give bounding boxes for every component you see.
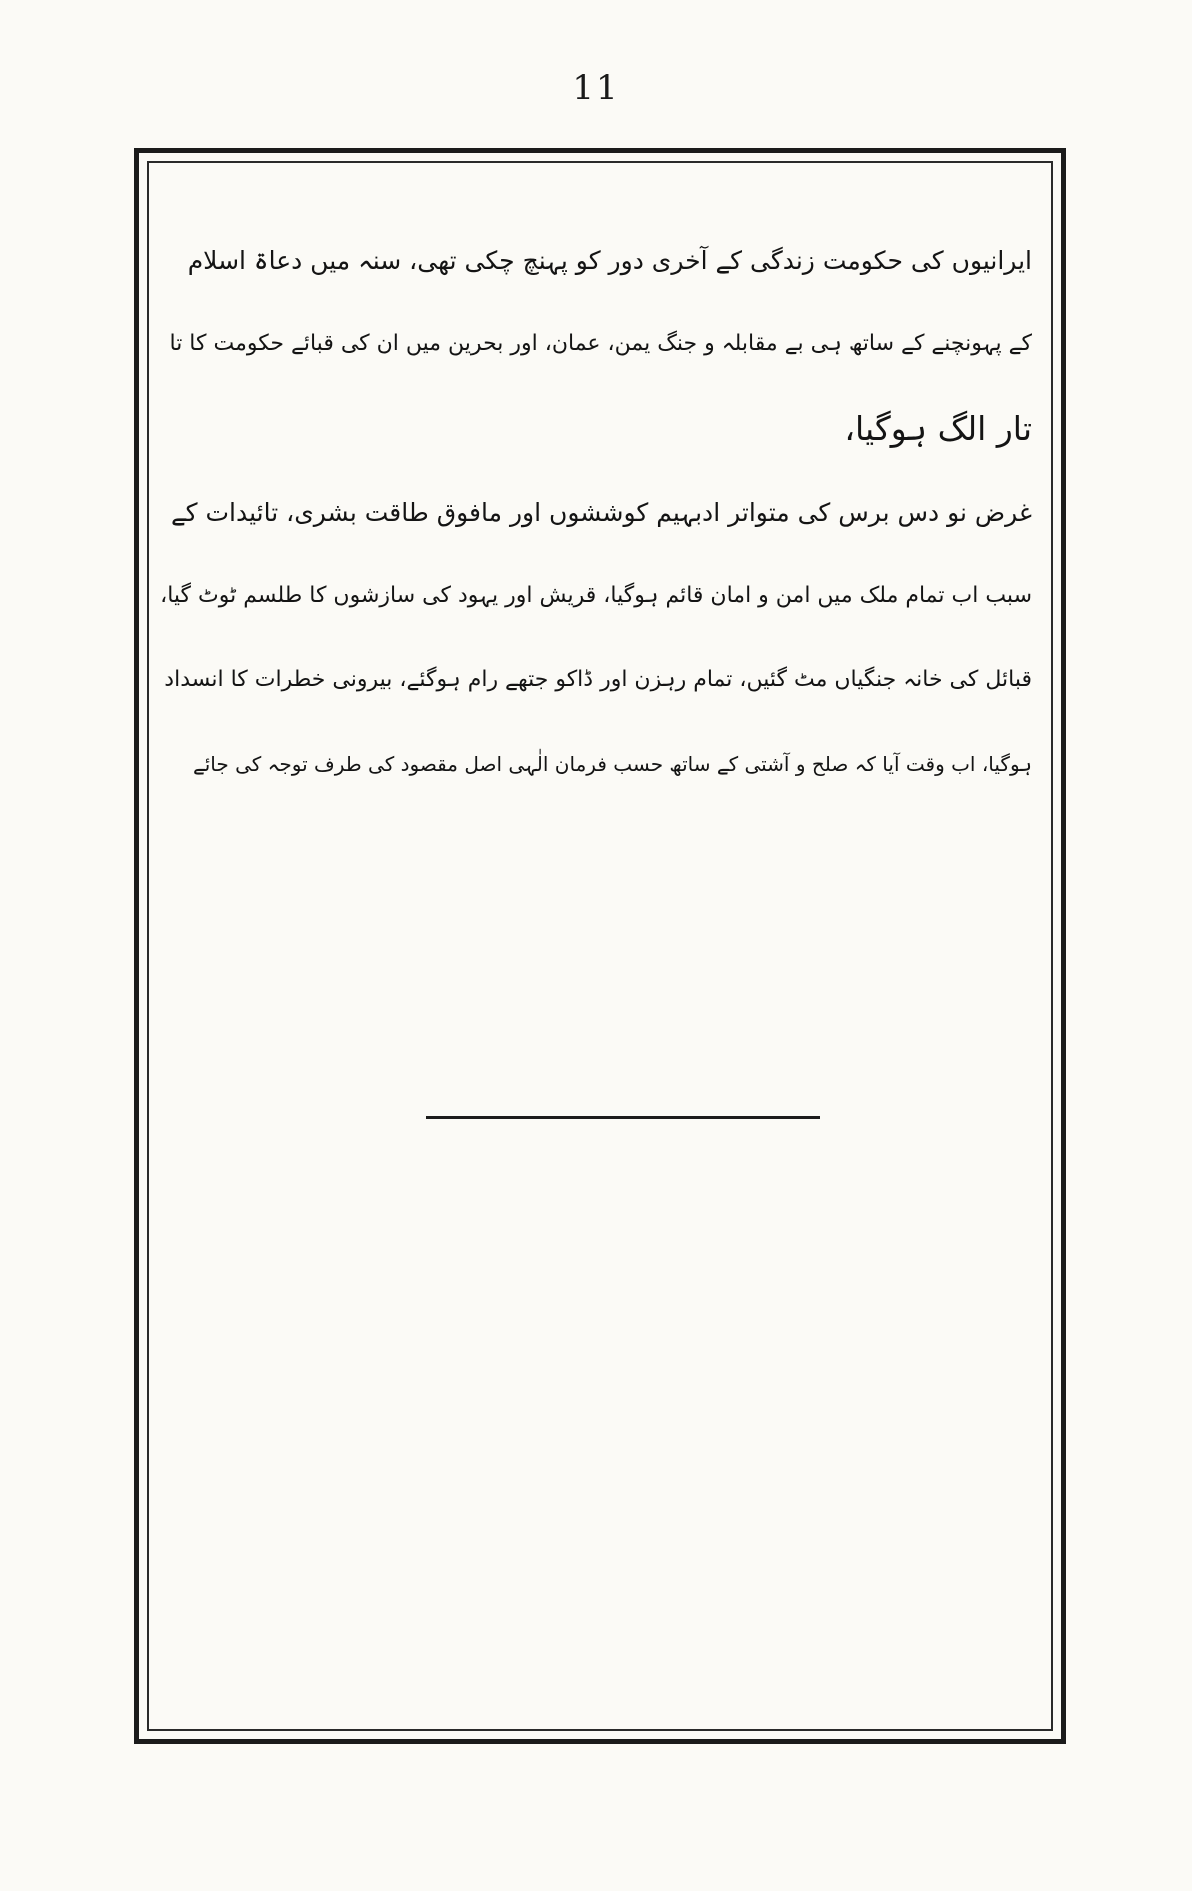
text-line: تار الگ ہوگیا، <box>844 408 1032 448</box>
text-line: غرض نو دس برس کی متواتر ادبہیم کوششوں اور مافوق طاقت بشری، تائیدات کے <box>171 497 1032 527</box>
text-line: ایرانیوں کی حکومت زندگی کے آخری دور کو پہنچ چکی تھی، سنہ میں دعاۃ اسلام <box>187 245 1032 275</box>
page-number: 11 <box>572 68 620 108</box>
text-line: کے پہونچنے کے ساتھ ہی بے مقابلہ و جنگ یمن، عمان، اور بحرین میں ان کی قبائے حکومت کا تا <box>169 331 1032 356</box>
text-line: قبائل کی خانہ جنگیاں مٹ گئیں، تمام رہزن اور ڈاکو جتھے رام ہوگئے، بیرونی خطرات کا انسداد <box>164 667 1032 692</box>
body-text <box>160 218 1032 806</box>
section-end-rule <box>426 1116 820 1119</box>
text-line: ہوگیا، اب وقت آیا کہ صلح و آشتی کے ساتھ حسب فرمان الٰہی اصل مقصود کی طرف توجہ کی جائے <box>193 752 1032 776</box>
text-line: سبب اب تمام ملک میں امن و امان قائم ہوگیا، قریش اور یہود کی سازشوں کا طلسم ٹوٹ گیا، <box>160 583 1032 608</box>
